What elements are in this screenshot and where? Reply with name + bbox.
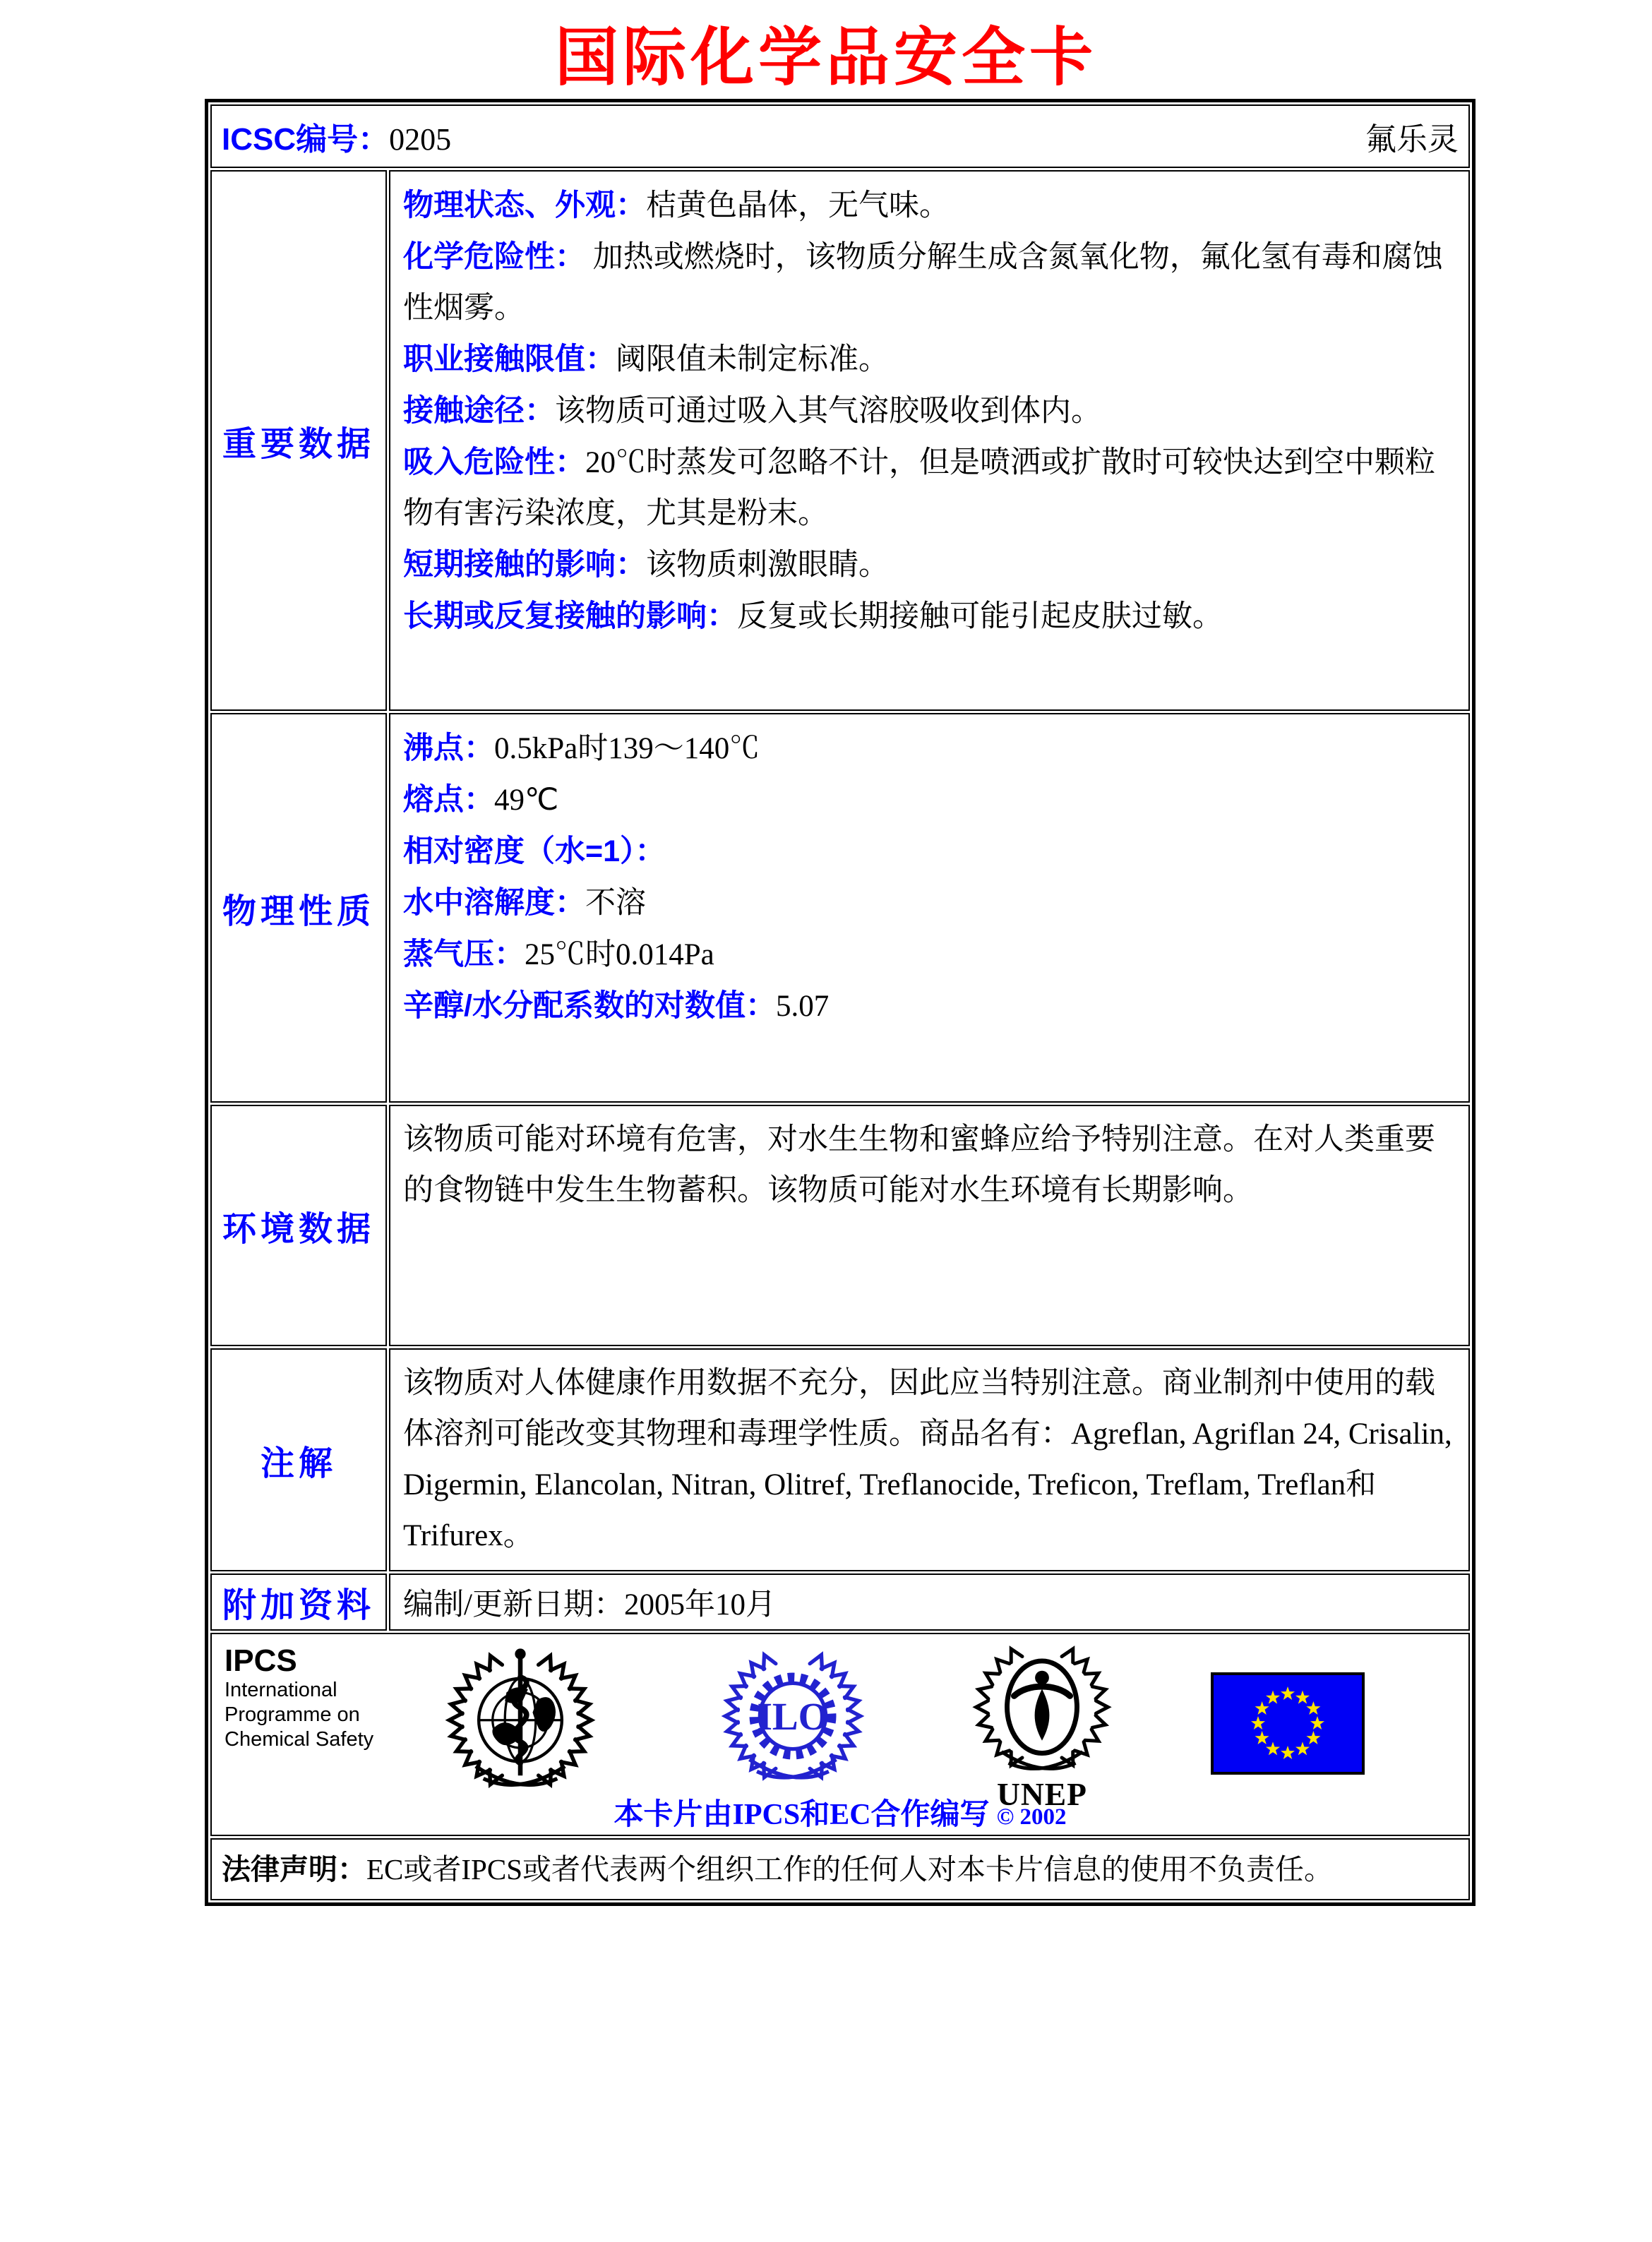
section-row-important-data bbox=[210, 170, 1470, 711]
section-label-physical-properties: 物理性质 bbox=[210, 713, 387, 1103]
page-title: 国际化学品安全卡 bbox=[555, 23, 1097, 93]
section-content-environmental-data bbox=[389, 1105, 1470, 1346]
section-content-important-data bbox=[389, 170, 1470, 711]
legal-label: 法律声明： bbox=[222, 1853, 366, 1886]
field-line: 沸点：0.5kPa时139～140℃ bbox=[403, 731, 760, 765]
field-line: 职业接触限值：阈限值未制定标准。 bbox=[403, 342, 889, 376]
svg-text:UNEP: UNEP bbox=[997, 1775, 1087, 1812]
footer-row bbox=[210, 1633, 1470, 1836]
icsc-number-value: 0205 bbox=[389, 122, 452, 157]
section-label-important-data: 重要数据 bbox=[210, 170, 387, 711]
ipcs-block bbox=[225, 1644, 373, 1752]
section-row-environmental-data bbox=[210, 1105, 1470, 1346]
section-paragraph: 该物质可能对环境有危害，对水生生物和蜜蜂应给予特别注意。在对人类重要的食物链中发生生物蓄积。该物质可能对水生环境有长期影响。 bbox=[403, 1123, 1435, 1207]
icsc-number-group bbox=[222, 114, 451, 159]
field-line: 熔点：49℃ bbox=[403, 783, 559, 817]
field-line: 编制/更新日期：2005年10月 bbox=[403, 1588, 776, 1621]
who-logo-icon bbox=[439, 1637, 601, 1791]
footer-cell bbox=[210, 1633, 1470, 1836]
svg-text:ILO: ILO bbox=[757, 1695, 829, 1739]
card-header-cell bbox=[210, 104, 1470, 168]
field-line: 化学危险性： 加热或燃烧时，该物质分解生成含氮氧化物，氟化氢有毒和腐蚀性烟雾。 bbox=[403, 240, 1443, 325]
unep-logo-icon bbox=[972, 1637, 1112, 1812]
section-label-additional-info: 附加资料 bbox=[210, 1573, 387, 1631]
section-label-environmental-data: 环境数据 bbox=[210, 1105, 387, 1346]
credit-text: 本卡片由IPCS和EC合作编写 bbox=[613, 1799, 990, 1831]
field-line: 短期接触的影响：该物质刺激眼睛。 bbox=[403, 548, 889, 582]
section-row-additional-info bbox=[210, 1573, 1470, 1631]
section-row-notes bbox=[210, 1348, 1470, 1571]
section-label-notes: 注解 bbox=[210, 1348, 387, 1571]
field-line: 接触途径：该物质可通过吸入其气溶胶吸收到体内。 bbox=[403, 394, 1101, 428]
field-line: 物理状态、外观：桔黄色晶体，无气味。 bbox=[403, 188, 950, 222]
ipcs-subtitle-line: International bbox=[225, 1679, 337, 1701]
section-content-notes bbox=[389, 1348, 1470, 1571]
ipcs-subtitle-line: Programme on bbox=[225, 1703, 360, 1726]
legal-row bbox=[210, 1838, 1470, 1900]
field-line: 水中溶解度：不溶 bbox=[403, 886, 646, 920]
legal-cell bbox=[210, 1838, 1470, 1900]
field-line: 长期或反复接触的影响：反复或长期接触可能引起皮肤过敏。 bbox=[403, 599, 1223, 633]
field-line: 相对密度（水=1）： bbox=[403, 834, 666, 868]
ilo-logo-icon bbox=[718, 1641, 868, 1791]
field-line: 吸入危险性：20℃时蒸发可忽略不计，但是喷洒或扩散时可较快达到空中颗粒物有害污染浓度，尤其是粉末。 bbox=[403, 445, 1435, 530]
section-content-physical-properties bbox=[389, 713, 1470, 1103]
section-content-additional-info bbox=[389, 1573, 1470, 1631]
field-line: 辛醇/水分配系数的对数值：5.07 bbox=[403, 989, 830, 1023]
copyright-text: © 2002 bbox=[996, 1804, 1067, 1830]
card-header-row bbox=[210, 104, 1470, 168]
chemical-name: 氟乐灵 bbox=[1365, 122, 1459, 157]
section-row-physical-properties bbox=[210, 713, 1470, 1103]
section-paragraph: 该物质对人体健康作用数据不充分，因此应当特别注意。商业制剂中使用的载体溶剂可能改变其物理和毒理学性质。商品名有：Agreflan, Agriflan 24, Crisalin, Digermin, Elancolan, Nitran, Olitref, Treflanocide, Treficon, Treflam, Treflan和 Trifurex。 bbox=[403, 1367, 1452, 1552]
eu-flag-icon bbox=[1211, 1672, 1365, 1775]
ipcs-title: IPCS bbox=[225, 1643, 297, 1678]
field-line: 蒸气压：25℃时0.014Pa bbox=[403, 937, 714, 971]
icsc-number-label: ICSC编号： bbox=[222, 122, 390, 157]
ipcs-subtitle-line: Chemical Safety bbox=[225, 1728, 374, 1751]
icsc-card-table bbox=[205, 99, 1476, 1906]
legal-text: EC或者IPCS或者代表两个组织工作的任何人对本卡片信息的使用不负责任。 bbox=[366, 1853, 1333, 1886]
credit-line bbox=[212, 1791, 1468, 1833]
